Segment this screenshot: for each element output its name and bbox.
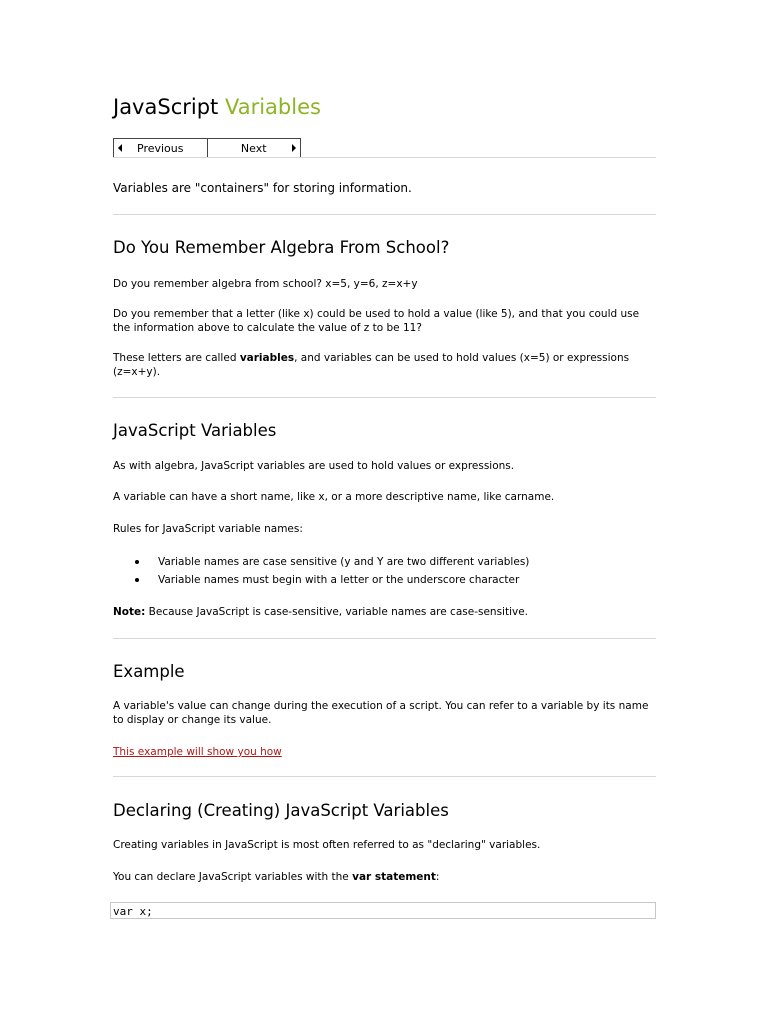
declaring-paragraph-2 bbox=[113, 871, 658, 885]
js-variables-paragraph-1: As with algebra, JavaScript variables are used to hold values or expressions. bbox=[113, 460, 515, 472]
page-title-main: JavaScript bbox=[113, 95, 219, 119]
rules-list bbox=[113, 553, 658, 589]
code-example: var x; bbox=[110, 902, 656, 919]
arrow-left-icon bbox=[118, 144, 122, 152]
list-item: Variable names are case sensitive (y and Y are two different variables) bbox=[113, 553, 658, 571]
previous-button[interactable] bbox=[114, 139, 207, 157]
note-text: Because JavaScript is case-sensitive, variable names are case-sensitive. bbox=[145, 606, 528, 618]
divider bbox=[113, 397, 656, 398]
divider bbox=[113, 157, 656, 158]
declaring-paragraph-1: Creating variables in JavaScript is most often referred to as "declaring" variables. bbox=[113, 839, 541, 851]
algebra-paragraph-1: Do you remember algebra from school? x=5, y=6, z=x+y bbox=[113, 278, 418, 290]
example-link-paragraph bbox=[113, 746, 658, 760]
divider bbox=[113, 776, 656, 777]
section-heading-example: Example bbox=[113, 662, 185, 681]
js-variables-paragraph-3: Rules for JavaScript variable names: bbox=[113, 523, 303, 535]
page-title-accent: Variables bbox=[224, 95, 321, 119]
algebra-paragraph-3 bbox=[113, 352, 658, 379]
section-heading-algebra: Do You Remember Algebra From School? bbox=[113, 238, 450, 257]
next-button[interactable] bbox=[207, 139, 301, 157]
algebra-paragraph-2: Do you remember that a letter (like x) could be used to hold a value (like 5), and that you could use the information above to calculate the value of z to be 11? bbox=[113, 308, 640, 334]
section-heading-js-variables: JavaScript Variables bbox=[113, 421, 277, 440]
example-paragraph-1: A variable's value can change during the execution of a script. You can refer to a variable by its name to display or change its value. bbox=[113, 700, 649, 726]
previous-label: Previous bbox=[137, 141, 184, 155]
arrow-right-icon bbox=[292, 144, 296, 152]
list-item: Variable names must begin with a letter or the underscore character bbox=[113, 571, 658, 589]
intro-text: Variables are "containers" for storing information. bbox=[113, 181, 412, 195]
divider bbox=[113, 214, 656, 215]
divider bbox=[113, 638, 656, 639]
page-title bbox=[113, 92, 321, 122]
example-link[interactable]: This example will show you how bbox=[113, 746, 282, 758]
pagination-nav bbox=[113, 138, 301, 158]
var-statement-bold: var statement bbox=[352, 871, 436, 883]
declaring-p2-before: You can declare JavaScript variables with the bbox=[113, 871, 353, 883]
note-paragraph bbox=[113, 606, 658, 620]
declaring-p2-after: : bbox=[435, 871, 440, 883]
note-label: Note: bbox=[113, 606, 146, 618]
algebra-p3-after: , and variables can be used to hold values (x=5) or expressions (z=x+y). bbox=[113, 352, 630, 378]
variables-bold: variables bbox=[239, 352, 295, 364]
section-heading-declaring: Declaring (Creating) JavaScript Variables bbox=[113, 801, 449, 820]
next-label: Next bbox=[240, 141, 267, 155]
js-variables-paragraph-2: A variable can have a short name, like x, or a more descriptive name, like carname. bbox=[113, 491, 555, 503]
algebra-p3-before: These letters are called bbox=[113, 352, 240, 364]
